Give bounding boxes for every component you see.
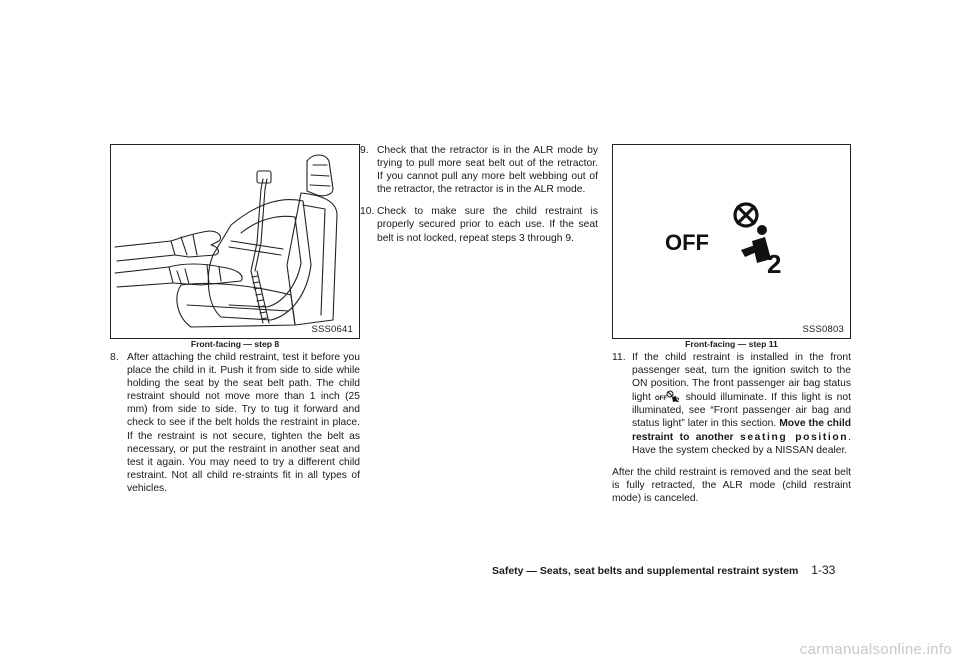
step-text: Check to make sure the child restraint is properly secured prior to each use. If the seat belt is not locked, repeat steps 3 through 9. <box>377 206 598 244</box>
child-seat-illustration <box>111 145 360 339</box>
figure-code: SSS0803 <box>802 324 844 335</box>
figure-code: SSS0641 <box>311 324 353 335</box>
text-column-middle <box>360 144 598 254</box>
step-text-part: . Have the system checked by a NISSAN dealer. <box>632 431 851 456</box>
step-10 <box>360 205 598 244</box>
page-number: 1-33 <box>811 563 836 577</box>
step-number: 10. <box>360 206 375 218</box>
figure-airbag-status-light <box>612 144 851 339</box>
step-9 <box>360 144 598 196</box>
step-11 <box>612 351 851 457</box>
step-text-part: If the child restraint is installed in the front passenger seat, turn the ignition switch to the ON position. The front passenger air bag status light <box>632 352 851 404</box>
page-footer <box>492 563 852 577</box>
step-number: 11. <box>612 352 626 363</box>
airbag-off-inline-icon <box>655 390 681 403</box>
step-warning-bold: Move the child restraint to another <box>632 418 851 443</box>
step-text-part: should illuminate. If this light is not illuminated, see “Front passenger air bag and status light” later in this section. <box>632 392 851 430</box>
watermark: carmanualsonline.info <box>799 641 952 658</box>
step-number: 8. <box>110 352 119 363</box>
figure-caption: Front-facing — step 8 <box>190 339 280 349</box>
step-text <box>632 351 851 457</box>
figure-caption: Front-facing — step 11 <box>685 339 778 349</box>
figure-child-seat <box>110 144 360 339</box>
indicator-number: 2 <box>767 249 782 279</box>
indicator-off-text: OFF <box>665 230 709 255</box>
step-text: After attaching the child restraint, test it before you place the child in it. Push it from side to side while holding the seat by the seat belt path. The child restraint should not move more than 1 inch (25 mm) from side to side. Try to tug it forward and check to see if the belt holds the restraint in place. If the restraint is not secure, tighten the belt as necessary, or put the restraint in another seat and test it again. You may need to try a different child restraint. Not all child re-straints fit in all types of vehicles. <box>127 352 360 494</box>
text-column-right <box>612 351 851 505</box>
step-warning-bold: seating position <box>740 431 849 443</box>
text-column-left <box>110 351 360 504</box>
step-8 <box>110 351 360 495</box>
section-title: Safety — Seats, seat belts and supplemental restraint system <box>492 565 799 577</box>
airbag-off-indicator-icon <box>613 145 851 339</box>
step-text: Check that the retractor is in the ALR mode by trying to pull more seat belt out of the retractor. If you cannot pull any more belt webbing out of the retractor, the retractor is in the ALR mode. <box>377 145 598 196</box>
svg-text:2: 2 <box>676 398 680 404</box>
alr-cancel-paragraph: After the child restraint is removed and the seat belt is fully retracted, the ALR mode (child restraint mode) is canceled. <box>612 466 851 504</box>
svg-text:OFF: OFF <box>655 396 668 403</box>
step-number: 9. <box>360 145 369 156</box>
